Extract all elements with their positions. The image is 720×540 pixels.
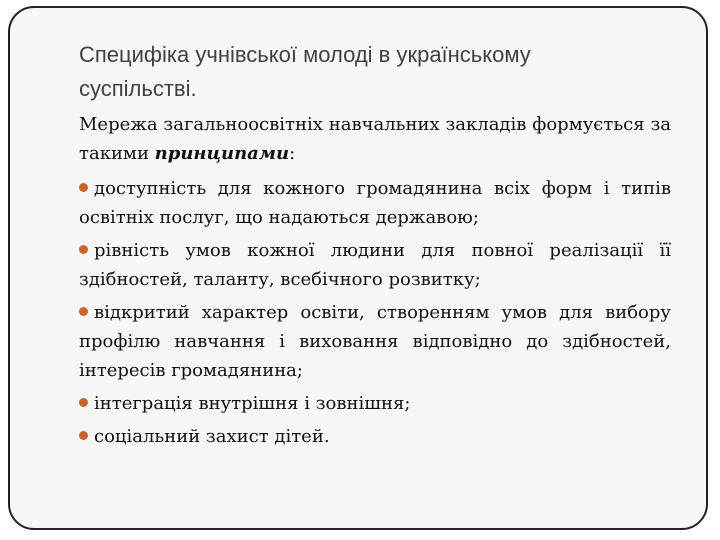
intro-emphasis: принципами xyxy=(154,143,290,164)
list-item xyxy=(79,298,671,385)
intro-text: Мережа загальноосвітніх навчальних закладів формується за такими xyxy=(79,114,671,164)
list-item-text: відкритий характер освіти, створенням умов для вибору профілю навчання і виховання відповідно до здібностей, інтересів громадянина; xyxy=(79,302,671,381)
list-item-text: інтеграція внутрішня і зовнішня; xyxy=(94,393,411,414)
list-item-text: рівність умов кожної людини для повної реалізації її здібностей, таланту, всебічного розвитку; xyxy=(79,240,671,290)
bullet-dot-icon xyxy=(79,307,88,316)
principles-list xyxy=(79,174,671,451)
list-item xyxy=(79,174,671,232)
intro-paragraph xyxy=(79,110,671,168)
bullet-dot-icon xyxy=(79,431,88,440)
slide-body xyxy=(79,110,671,455)
list-item xyxy=(79,389,671,418)
bullet-dot-icon xyxy=(79,183,88,192)
slide-title: Специфіка учнівської молоді в українському суспільстві. xyxy=(79,42,531,101)
list-item xyxy=(79,236,671,294)
list-item xyxy=(79,422,671,451)
intro-suffix: : xyxy=(289,143,296,164)
bullet-dot-icon xyxy=(79,245,88,254)
list-item-text: соціальний захист дітей. xyxy=(94,426,330,447)
list-item-text: доступність для кожного громадянина всіх форм і типів освітніх послуг, що надаються державою; xyxy=(79,178,671,228)
bullet-dot-icon xyxy=(79,398,88,407)
